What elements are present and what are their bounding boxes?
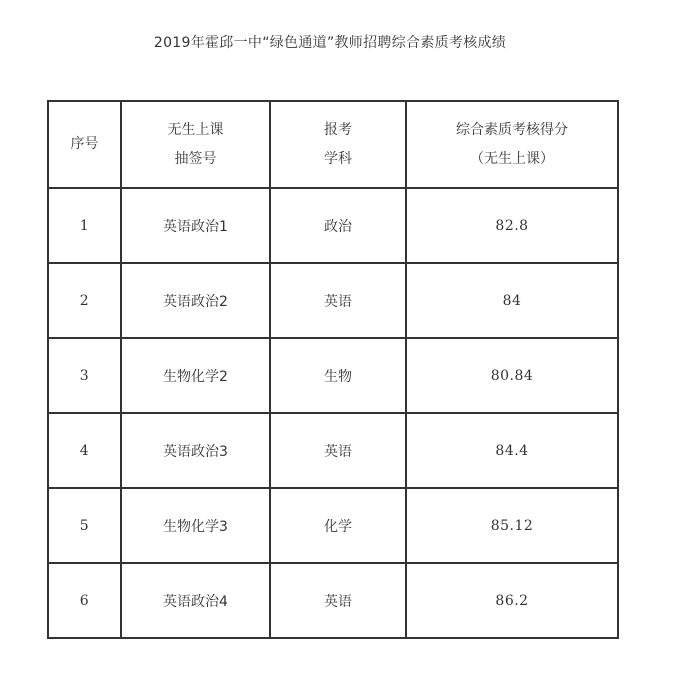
table-row (48, 263, 618, 338)
cell-score: 82.8 (406, 188, 618, 263)
cell-subject: 英语 (270, 563, 406, 638)
header-score-line1: 综合素质考核得分 (456, 121, 568, 138)
header-seq (48, 101, 121, 188)
cell-subject: 生物 (270, 338, 406, 413)
cell-subject: 英语 (270, 413, 406, 488)
cell-score: 85.12 (406, 488, 618, 563)
cell-draw-number: 英语政治1 (121, 188, 270, 263)
page-title: 2019年霍邱一中“绿色通道”教师招聘综合素质考核成绩 (153, 35, 507, 51)
cell-subject: 政治 (270, 188, 406, 263)
header-score (406, 101, 618, 188)
header-score-line2: （无生上课） (470, 150, 554, 167)
table-row (48, 188, 618, 263)
cell-draw-number: 英语政治2 (121, 263, 270, 338)
cell-seq: 2 (48, 263, 121, 338)
cell-draw-number: 英语政治3 (121, 413, 270, 488)
header-subject-line2: 学科 (324, 150, 352, 167)
header-draw-number (121, 101, 270, 188)
cell-draw-number: 生物化学2 (121, 338, 270, 413)
cell-draw-number: 生物化学3 (121, 488, 270, 563)
table-row (48, 563, 618, 638)
table-header-row (48, 101, 618, 188)
cell-score: 86.2 (406, 563, 618, 638)
cell-seq: 4 (48, 413, 121, 488)
grades-table (47, 100, 619, 639)
cell-seq: 6 (48, 563, 121, 638)
table-row (48, 338, 618, 413)
table-row (48, 413, 618, 488)
cell-score: 80.84 (406, 338, 618, 413)
cell-draw-number: 英语政治4 (121, 563, 270, 638)
cell-seq: 3 (48, 338, 121, 413)
cell-seq: 5 (48, 488, 121, 563)
cell-subject: 英语 (270, 263, 406, 338)
table-row (48, 488, 618, 563)
header-draw-line1: 无生上课 (167, 121, 224, 138)
header-subject (270, 101, 406, 188)
header-draw-line2: 抽签号 (174, 150, 217, 167)
cell-score: 84.4 (406, 413, 618, 488)
cell-subject: 化学 (270, 488, 406, 563)
cell-score: 84 (406, 263, 618, 338)
header-seq-label: 序号 (70, 136, 99, 152)
header-subject-line1: 报考 (324, 121, 352, 138)
cell-seq: 1 (48, 188, 121, 263)
